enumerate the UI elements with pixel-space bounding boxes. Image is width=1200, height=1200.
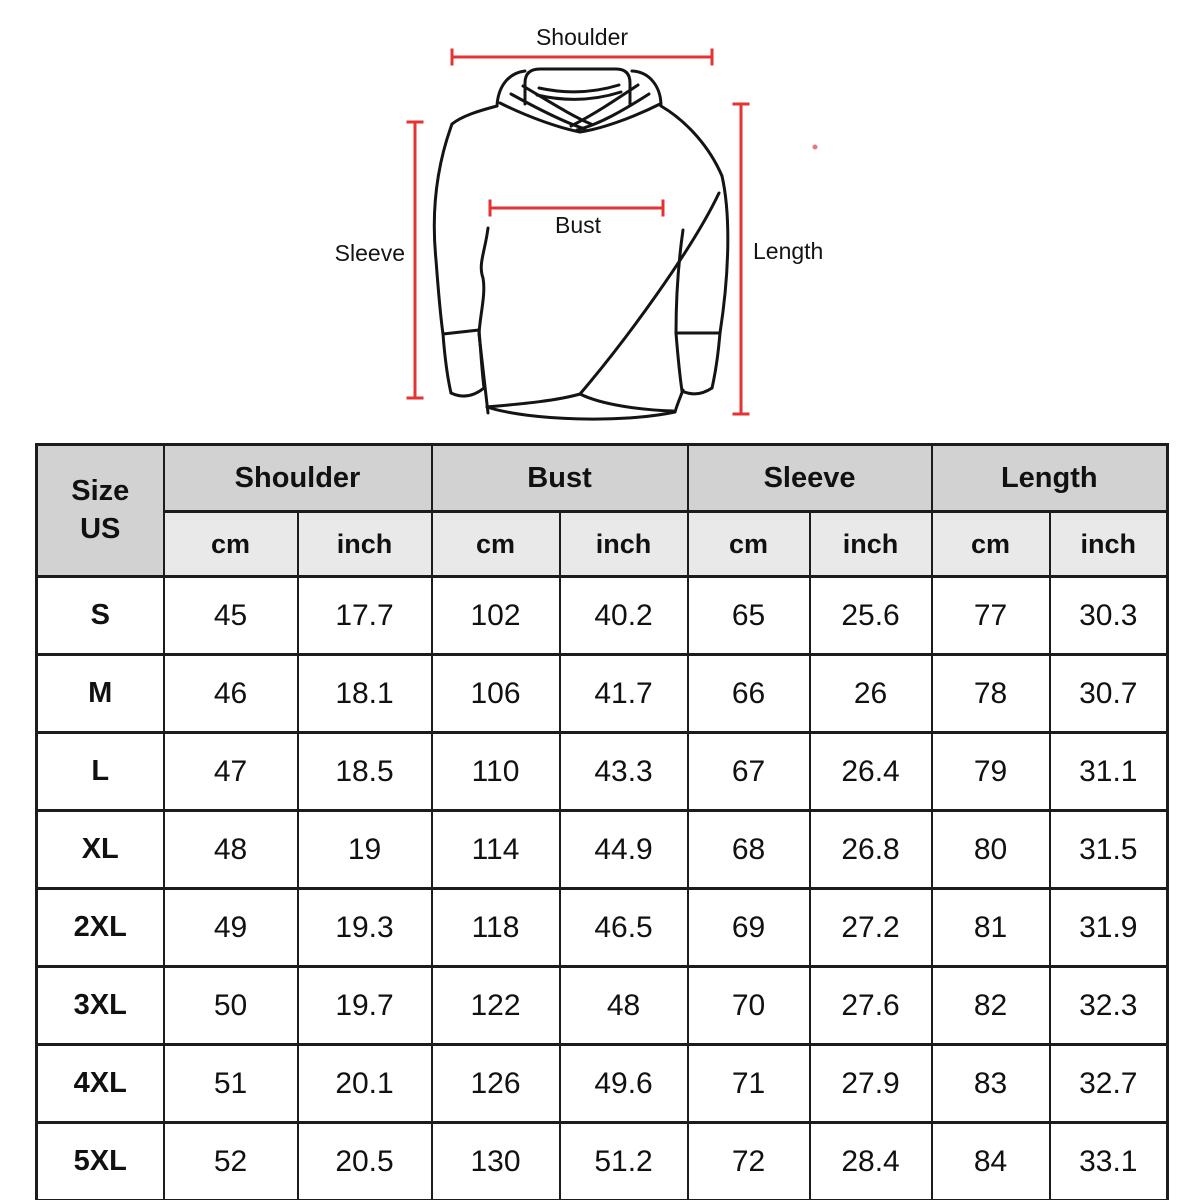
measurement-cell: 50	[164, 967, 298, 1045]
shoulder-label: Shoulder	[535, 24, 629, 50]
size-label: S	[37, 577, 164, 655]
length-inch-header: inch	[1050, 512, 1168, 577]
measurement-cell: 48	[164, 811, 298, 889]
measurement-cell: 46.5	[560, 889, 688, 967]
bust-inch-header: inch	[560, 512, 688, 577]
measurement-cell: 19.7	[298, 967, 432, 1045]
measurement-cell: 106	[432, 655, 560, 733]
table-row	[37, 889, 1168, 967]
measurement-cell: 66	[688, 655, 810, 733]
measurement-cell: 27.2	[810, 889, 932, 967]
measurement-cell: 33.1	[1050, 1123, 1168, 1200]
stray-red-dot	[813, 145, 818, 150]
measurement-cell: 41.7	[560, 655, 688, 733]
measurement-cell: 44.9	[560, 811, 688, 889]
measurement-cell: 70	[688, 967, 810, 1045]
measurement-cell: 20.1	[298, 1045, 432, 1123]
bust-column-header: Bust	[432, 445, 688, 512]
size-label: M	[37, 655, 164, 733]
measurement-cell: 82	[932, 967, 1050, 1045]
measurement-cell: 110	[432, 733, 560, 811]
measurement-cell: 81	[932, 889, 1050, 967]
measurement-cell: 32.7	[1050, 1045, 1168, 1123]
table-row	[37, 1045, 1168, 1123]
table-row	[37, 577, 1168, 655]
measurement-cell: 28.4	[810, 1123, 932, 1200]
bust-cm-header: cm	[432, 512, 560, 577]
size-label: 4XL	[37, 1045, 164, 1123]
measurement-cell: 18.1	[298, 655, 432, 733]
table-row	[37, 811, 1168, 889]
measurement-cell: 130	[432, 1123, 560, 1200]
size-table	[35, 443, 1169, 1200]
measurement-cell: 18.5	[298, 733, 432, 811]
measurement-cell: 52	[164, 1123, 298, 1200]
size-us-header	[37, 445, 164, 577]
measurement-cell: 79	[932, 733, 1050, 811]
sleeve-cm-header: cm	[688, 512, 810, 577]
size-label: 3XL	[37, 967, 164, 1045]
length-column-header: Length	[932, 445, 1168, 512]
size-label: XL	[37, 811, 164, 889]
measurement-cell: 126	[432, 1045, 560, 1123]
measurement-cell: 65	[688, 577, 810, 655]
measurement-cell: 27.6	[810, 967, 932, 1045]
measurement-cell: 49	[164, 889, 298, 967]
measurement-cell: 31.1	[1050, 733, 1168, 811]
measurement-cell: 30.7	[1050, 655, 1168, 733]
measurement-cell: 77	[932, 577, 1050, 655]
measurement-cell: 20.5	[298, 1123, 432, 1200]
measurement-cell: 48	[560, 967, 688, 1045]
shoulder-cm-header: cm	[164, 512, 298, 577]
sleeve-column-header: Sleeve	[688, 445, 932, 512]
shoulder-column-header: Shoulder	[164, 445, 432, 512]
measurement-cell: 40.2	[560, 577, 688, 655]
measurement-cell: 26	[810, 655, 932, 733]
measurement-cell: 102	[432, 577, 560, 655]
measurement-cell: 84	[932, 1123, 1050, 1200]
size-header-line1: Size	[71, 474, 130, 507]
measurement-cell: 78	[932, 655, 1050, 733]
measurement-cell: 68	[688, 811, 810, 889]
measurement-cell: 49.6	[560, 1045, 688, 1123]
size-label: 5XL	[37, 1123, 164, 1200]
measurement-cell: 67	[688, 733, 810, 811]
measurement-cell: 43.3	[560, 733, 688, 811]
measurement-cell: 26.8	[810, 811, 932, 889]
table-row	[37, 733, 1168, 811]
bust-label: Bust	[554, 212, 602, 238]
measurement-cell: 51.2	[560, 1123, 688, 1200]
table-row	[37, 655, 1168, 733]
measurement-cell: 26.4	[810, 733, 932, 811]
table-unit-header-row	[37, 512, 1168, 577]
sleeve-label: Sleeve	[334, 240, 405, 266]
shoulder-inch-header: inch	[298, 512, 432, 577]
measurement-cell: 45	[164, 577, 298, 655]
measurement-cell: 25.6	[810, 577, 932, 655]
measurement-cell: 118	[432, 889, 560, 967]
measurement-cell: 31.9	[1050, 889, 1168, 967]
measurement-cell: 69	[688, 889, 810, 967]
length-cm-header: cm	[932, 512, 1050, 577]
size-label: 2XL	[37, 889, 164, 967]
measurement-cell: 46	[164, 655, 298, 733]
measurement-cell: 19.3	[298, 889, 432, 967]
measurement-cell: 19	[298, 811, 432, 889]
measurement-cell: 83	[932, 1045, 1050, 1123]
table-row	[37, 1123, 1168, 1200]
measurement-cell: 32.3	[1050, 967, 1168, 1045]
measurement-cell: 51	[164, 1045, 298, 1123]
measurement-cell: 71	[688, 1045, 810, 1123]
length-label: Length	[753, 238, 824, 264]
table-row	[37, 967, 1168, 1045]
measurement-cell: 17.7	[298, 577, 432, 655]
measurement-cell: 114	[432, 811, 560, 889]
measurement-cell: 72	[688, 1123, 810, 1200]
size-header-line2: US	[80, 512, 121, 545]
sleeve-inch-header: inch	[810, 512, 932, 577]
size-table-body	[37, 577, 1168, 1200]
hoodie-measurement-diagram	[0, 0, 1200, 445]
measurement-cell: 27.9	[810, 1045, 932, 1123]
measurement-cell: 122	[432, 967, 560, 1045]
measurement-cell: 30.3	[1050, 577, 1168, 655]
measurement-cell: 80	[932, 811, 1050, 889]
measurement-cell: 47	[164, 733, 298, 811]
table-group-header-row	[37, 445, 1168, 512]
size-label: L	[37, 733, 164, 811]
measurement-cell: 31.5	[1050, 811, 1168, 889]
